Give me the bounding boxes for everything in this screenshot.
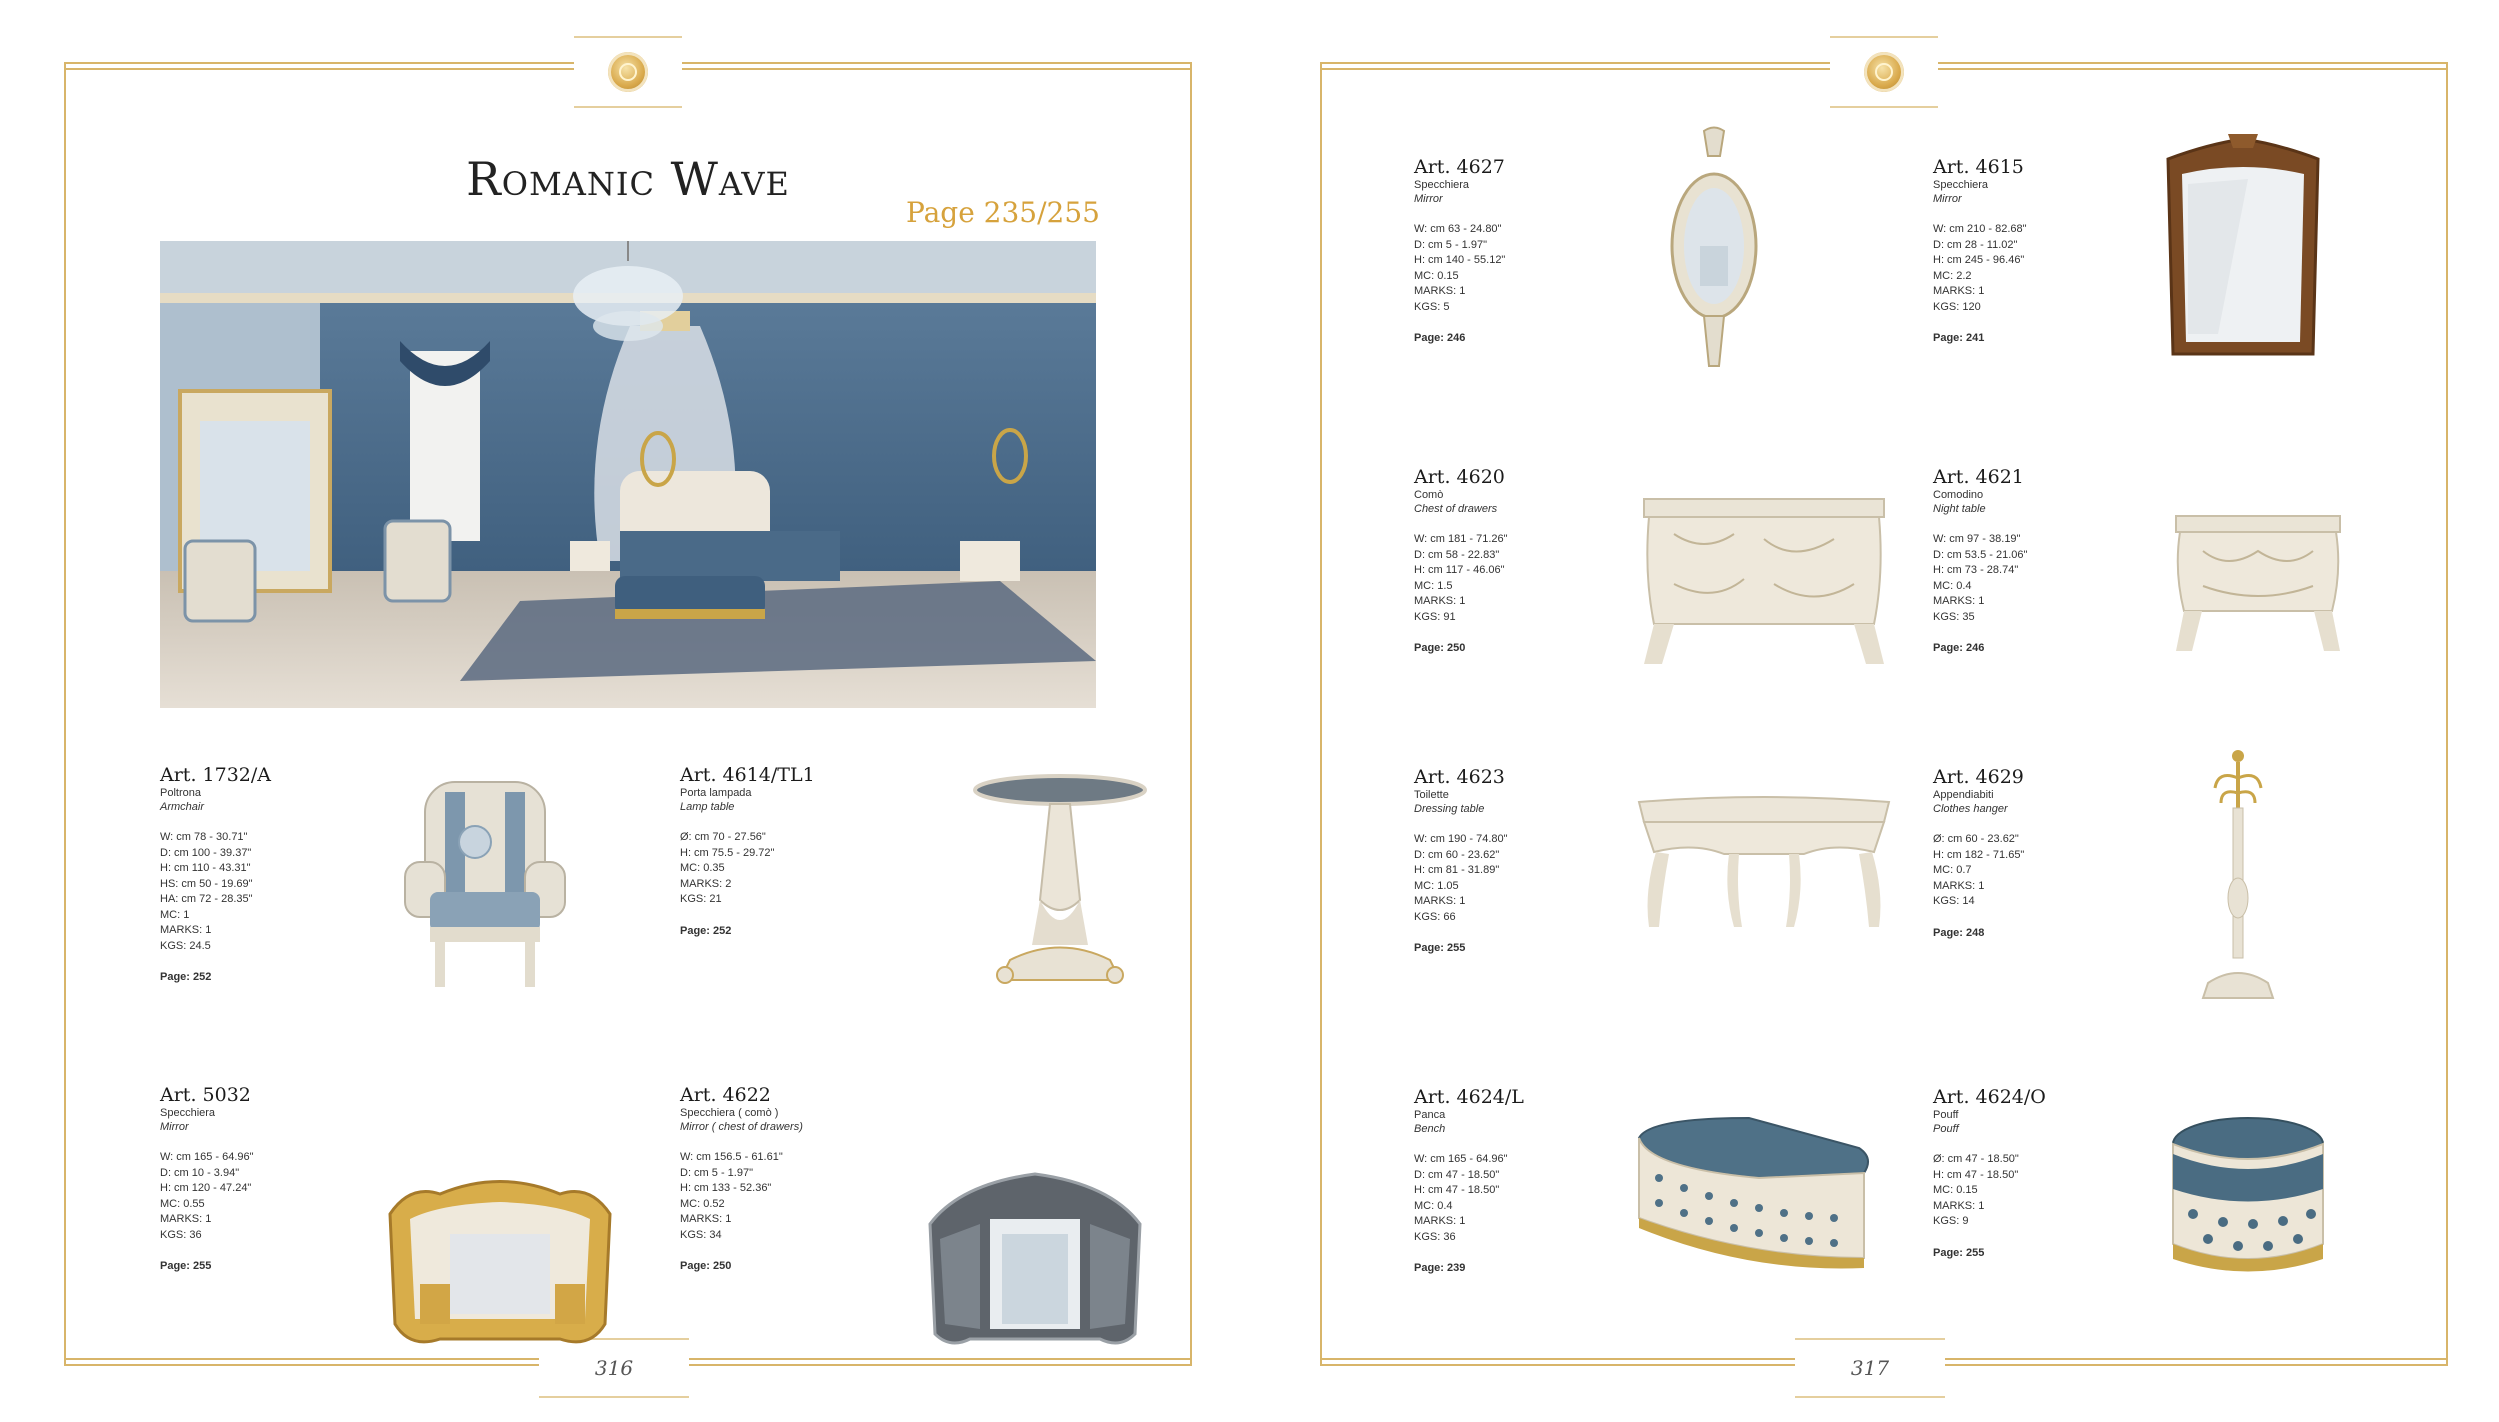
spec-line: MC: 0.7 xyxy=(1933,864,1972,876)
spec-line: MC: 0.15 xyxy=(1414,269,1459,282)
product-code: Art. 4621 xyxy=(1933,466,2024,488)
dressing-table-icon xyxy=(1634,792,1894,932)
product-name-en: Night table xyxy=(1933,503,1986,515)
product-card xyxy=(680,1084,1180,1314)
spec-line: Ø: cm 47 - 18.50" xyxy=(1933,1153,2019,1165)
spec-line: MARKS: 1 xyxy=(1414,895,1466,907)
gold-mirror-icon xyxy=(380,1174,620,1354)
spec-line: HS: cm 50 - 19.69" xyxy=(160,877,253,890)
product-page-ref: Page: 252 xyxy=(680,924,732,937)
spec-line: H: cm 47 - 18.50" xyxy=(1933,1168,2019,1181)
medallion-icon xyxy=(608,52,648,92)
product-code: Art. 4615 xyxy=(1933,156,2024,178)
product-specs xyxy=(1933,832,2143,910)
spec-line: MC: 0.15 xyxy=(1933,1184,1978,1196)
product-name-it: Comò xyxy=(1414,489,1444,501)
product-name-it: Specchiera ( comò ) xyxy=(680,1107,779,1119)
product-page-ref: Page: 241 xyxy=(1933,332,1985,344)
bedroom-scene-image xyxy=(160,241,1096,708)
product-name-en: Pouff xyxy=(1933,1123,1959,1135)
product-page-ref: Page: 255 xyxy=(160,1260,212,1272)
spec-line: MARKS: 1 xyxy=(1933,595,1985,607)
spec-line: KGS: 34 xyxy=(680,1228,722,1241)
spec-line: H: cm 133 - 52.36" xyxy=(680,1182,772,1194)
spec-line: KGS: 36 xyxy=(160,1228,202,1241)
product-code: Art. 1732/A xyxy=(160,764,271,786)
spec-line: MC: 0.4 xyxy=(1414,1199,1453,1212)
product-card xyxy=(1414,766,1914,996)
product-code: Art. 5032 xyxy=(160,1084,251,1106)
spec-line: W: cm 190 - 74.80" xyxy=(1414,833,1508,845)
spec-line: D: cm 47 - 18.50" xyxy=(1414,1168,1500,1181)
medallion-frame xyxy=(574,36,682,108)
product-code: Art. 4624/L xyxy=(1414,1086,1524,1108)
spec-line: MC: 1 xyxy=(160,908,190,921)
spec-line: MARKS: 1 xyxy=(1414,1215,1466,1227)
product-specs xyxy=(1933,532,2143,625)
page-number: 317 xyxy=(1850,1356,1890,1380)
catalog-page-right xyxy=(1320,62,2448,1380)
spec-line: MARKS: 2 xyxy=(680,877,732,890)
page-reference: Page 235/255 xyxy=(906,196,1100,229)
product-page-ref: Page: 239 xyxy=(1414,1262,1466,1274)
folio-frame xyxy=(1795,1338,1945,1398)
spec-line: H: cm 81 - 31.89" xyxy=(1414,864,1500,876)
gold-border-left xyxy=(64,62,66,1364)
spec-line: W: cm 165 - 64.96" xyxy=(1414,1153,1508,1165)
spec-line: H: cm 73 - 28.74" xyxy=(1933,564,2019,576)
medallion-icon xyxy=(1864,52,1904,92)
product-page-ref: Page: 255 xyxy=(1414,942,1466,954)
product-name-en: Mirror xyxy=(1414,193,1443,205)
spec-line: W: cm 78 - 30.71" xyxy=(160,831,248,843)
product-page-ref: Page: 246 xyxy=(1414,332,1466,344)
product-name-it: Comodino xyxy=(1933,489,1984,501)
product-specs xyxy=(1414,222,1624,315)
spec-line: MC: 2.2 xyxy=(1933,269,1972,282)
spec-line: KGS: 24.5 xyxy=(160,939,211,952)
product-name-en: Bench xyxy=(1414,1123,1446,1135)
spec-line: MC: 0.52 xyxy=(680,1197,725,1210)
product-card xyxy=(160,1084,660,1314)
spec-line: MARKS: 1 xyxy=(1933,879,1985,892)
product-page-ref: Page: 250 xyxy=(1414,642,1466,654)
product-specs xyxy=(680,1150,890,1243)
spec-line: MARKS: 1 xyxy=(1933,285,1985,297)
spec-line: W: cm 63 - 24.80" xyxy=(1414,223,1502,235)
product-page-ref: Page: 255 xyxy=(1933,1246,1985,1259)
spec-line: KGS: 91 xyxy=(1414,610,1456,623)
spec-line: H: cm 140 - 55.12" xyxy=(1414,254,1506,266)
spec-line: W: cm 156.5 - 61.61" xyxy=(680,1151,783,1163)
medallion-frame xyxy=(1830,36,1938,108)
spec-line: KGS: 21 xyxy=(680,893,722,905)
spec-line: MC: 1.5 xyxy=(1414,579,1453,592)
spec-line: H: cm 120 - 47.24" xyxy=(160,1182,252,1194)
spec-line: D: cm 10 - 3.94" xyxy=(160,1166,240,1179)
product-specs xyxy=(1414,832,1624,925)
product-name-it: Poltrona xyxy=(160,787,201,799)
product-code: Art. 4620 xyxy=(1414,466,1505,488)
spec-line: KGS: 9 xyxy=(1933,1215,1969,1227)
page-number: 316 xyxy=(594,1356,634,1380)
product-code: Art. 4622 xyxy=(680,1084,771,1106)
product-name-en: Chest of drawers xyxy=(1414,503,1498,515)
spec-line: H: cm 47 - 18.50" xyxy=(1414,1184,1500,1196)
product-name-en: Mirror xyxy=(160,1121,189,1133)
spec-line: MC: 0.4 xyxy=(1933,579,1972,592)
spec-line: H: cm 245 - 96.46" xyxy=(1933,254,2025,266)
spec-line: Ø: cm 70 - 27.56" xyxy=(680,831,766,843)
product-card xyxy=(1933,1086,2433,1316)
spec-line: MC: 0.35 xyxy=(680,862,725,874)
spec-line: KGS: 120 xyxy=(1933,300,1981,313)
spec-line: H: cm 117 - 46.06" xyxy=(1414,564,1505,576)
venetian-mirror-icon xyxy=(920,1164,1150,1354)
product-specs xyxy=(680,830,890,908)
product-page-ref: Page: 250 xyxy=(680,1260,732,1272)
spec-line: H: cm 110 - 43.31" xyxy=(160,862,251,874)
product-code: Art. 4629 xyxy=(1933,766,2024,788)
spec-line: KGS: 36 xyxy=(1414,1230,1456,1243)
product-card xyxy=(680,764,1180,994)
product-specs xyxy=(160,1150,370,1243)
spec-line: MARKS: 1 xyxy=(160,1213,212,1225)
lamp-table-icon xyxy=(970,770,1150,1000)
gold-border-right xyxy=(2446,62,2448,1364)
product-name-it: Appendiabiti xyxy=(1933,789,1994,801)
catalog-page-left xyxy=(64,62,1192,1380)
product-name-it: Specchiera xyxy=(1933,179,1989,191)
spec-line: KGS: 5 xyxy=(1414,300,1450,313)
spec-line: MC: 0.55 xyxy=(160,1197,205,1210)
product-specs xyxy=(1414,532,1624,625)
night-table-icon xyxy=(2168,511,2348,661)
product-specs xyxy=(160,830,370,954)
product-code: Art. 4624/O xyxy=(1933,1086,2046,1108)
chest-of-drawers-icon xyxy=(1634,494,1894,674)
gold-border-left xyxy=(1320,62,1322,1364)
product-page-ref: Page: 248 xyxy=(1933,926,1985,939)
product-code: Art. 4623 xyxy=(1414,766,1505,788)
spec-line: KGS: 14 xyxy=(1933,895,1975,907)
wood-mirror-icon xyxy=(2158,134,2328,364)
spec-line: MARKS: 1 xyxy=(1933,1199,1985,1212)
spec-line: KGS: 35 xyxy=(1933,610,1975,623)
spec-line: MARKS: 1 xyxy=(680,1213,732,1225)
product-specs xyxy=(1933,222,2143,315)
spec-line: Ø: cm 60 - 23.62" xyxy=(1933,833,2019,845)
product-card xyxy=(1933,766,2433,996)
spec-line: W: cm 210 - 82.68" xyxy=(1933,223,2027,235)
armchair-icon xyxy=(385,772,585,992)
product-name-it: Toilette xyxy=(1414,789,1449,801)
oval-mirror-icon xyxy=(1664,126,1764,376)
product-page-ref: Page: 246 xyxy=(1933,642,1985,654)
bedroom-scene-icon xyxy=(160,241,1096,708)
spec-line: D: cm 100 - 39.37" xyxy=(160,846,252,859)
collection-title: Romanic Wave xyxy=(466,152,790,206)
spec-line: H: cm 75.5 - 29.72" xyxy=(680,846,775,859)
product-name-it: Porta lampada xyxy=(680,787,752,799)
product-name-it: Panca xyxy=(1414,1109,1446,1121)
product-card xyxy=(1414,156,1914,386)
product-specs xyxy=(1933,1152,2143,1230)
product-name-en: Armchair xyxy=(160,801,205,813)
product-name-en: Clothes hanger xyxy=(1933,803,2008,815)
product-name-it: Pouff xyxy=(1933,1109,1959,1121)
product-specs xyxy=(1414,1152,1624,1245)
product-card xyxy=(160,764,660,994)
product-code: Art. 4614/TL1 xyxy=(680,764,815,786)
spec-line: MARKS: 1 xyxy=(1414,285,1466,297)
product-name-en: Lamp table xyxy=(680,801,735,813)
spec-line: D: cm 5 - 1.97" xyxy=(1414,238,1487,251)
product-code: Art. 4627 xyxy=(1414,156,1505,178)
product-name-en: Mirror ( chest of drawers) xyxy=(680,1121,803,1133)
spec-line: D: cm 28 - 11.02" xyxy=(1933,238,2018,251)
product-page-ref: Page: 252 xyxy=(160,971,212,983)
coat-stand-icon xyxy=(2193,748,2283,1008)
product-card xyxy=(1933,466,2433,696)
spec-line: W: cm 165 - 64.96" xyxy=(160,1151,254,1163)
product-name-en: Dressing table xyxy=(1414,803,1485,815)
spec-line: D: cm 58 - 22.83" xyxy=(1414,548,1500,561)
spec-line: MC: 1.05 xyxy=(1414,879,1459,892)
product-name-en: Mirror xyxy=(1933,193,1962,205)
product-name-it: Specchiera xyxy=(1414,179,1470,191)
product-card xyxy=(1414,1086,1914,1316)
spec-line: MARKS: 1 xyxy=(1414,595,1466,607)
product-card xyxy=(1414,466,1914,696)
spec-line: KGS: 66 xyxy=(1414,910,1456,923)
pouf-icon xyxy=(2163,1114,2333,1284)
bench-icon xyxy=(1629,1108,1909,1298)
spec-line: W: cm 181 - 71.26" xyxy=(1414,533,1508,545)
product-name-it: Specchiera xyxy=(160,1107,216,1119)
spec-line: HA: cm 72 - 28.35" xyxy=(160,893,253,905)
gold-border-right xyxy=(1190,62,1192,1364)
product-card xyxy=(1933,156,2433,386)
spec-line: D: cm 60 - 23.62" xyxy=(1414,848,1500,861)
spec-line: D: cm 53.5 - 21.06" xyxy=(1933,548,2028,561)
spec-line: MARKS: 1 xyxy=(160,924,212,936)
spec-line: W: cm 97 - 38.19" xyxy=(1933,533,2021,545)
spec-line: D: cm 5 - 1.97" xyxy=(680,1166,753,1179)
spec-line: H: cm 182 - 71.65" xyxy=(1933,848,2025,861)
